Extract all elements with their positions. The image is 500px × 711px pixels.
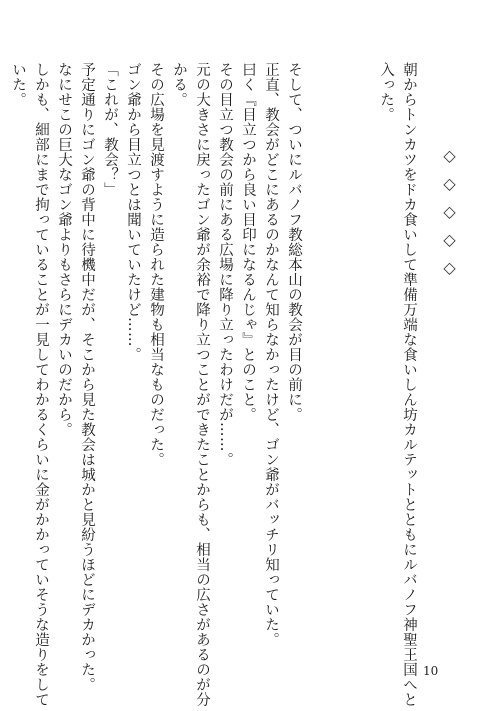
text-line: その広場を見渡すように造られた建物も相当なものだった。: [148, 62, 164, 467]
text-line: 入った。: [378, 62, 394, 122]
text-line: そして、ついにルバノフ教総本山の教会が目の前に。: [286, 62, 302, 422]
text-line: 予定通りにゴン爺の背中に待機中だが、そこから見た教会は城かと見紛うほどにデカかった。: [79, 62, 95, 692]
section-gap-2: [328, 62, 351, 662]
text-line: なにせこの巨大なゴン爺よりもさらにデカいのだから。: [56, 62, 72, 437]
text-line: 正直、教会がどこにあるのかなんて知らなかったけど、ゴン爺がバッチリ知っていた。: [263, 62, 279, 647]
text-line: 元の大きさに戻ったゴン爺が余裕で降り立つことができたことからも、相当の広さがあるのが分: [194, 62, 210, 707]
text-line: ゴン爺から目立つとは聞いていたけど……。: [125, 62, 141, 362]
text-line: かる。: [171, 62, 187, 107]
section-gap-1: [351, 62, 374, 662]
text-line: しかも、細部にまで拘っていることが一見してわかるくらいに金がかかっていそうな造りをして: [33, 62, 49, 707]
text-line: 曰く『目立つから良い目印になるんじゃ』とのこと。: [240, 62, 256, 422]
text-line: その目立つ教会の前にある広場に降り立ったわけだが……。: [217, 62, 233, 467]
page-number: 10: [423, 664, 439, 678]
section-break-diamonds: ◇◇◇◇◇: [440, 146, 459, 286]
text-line: 朝からトンカツをドカ食いして準備万端な食いしん坊カルテットとともにルバノフ神聖王国へと: [401, 62, 417, 707]
text-line: いた。: [10, 62, 26, 107]
text-line: 「これが、教会？」: [102, 62, 118, 197]
body-text: [6, 62, 420, 707]
section-gap-3: [305, 62, 328, 662]
